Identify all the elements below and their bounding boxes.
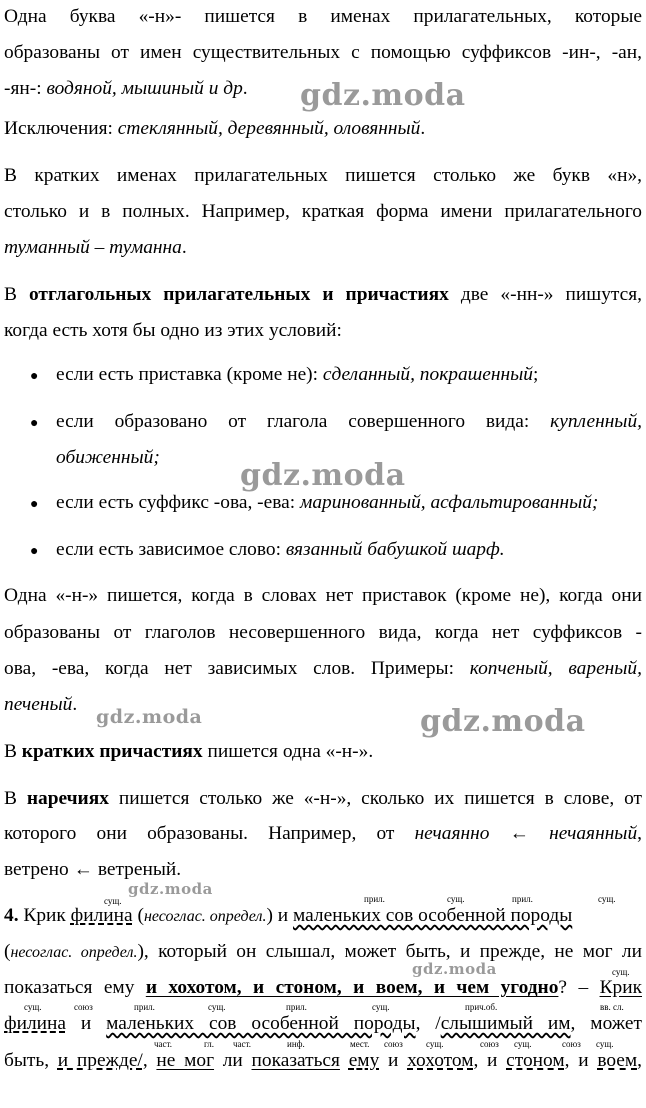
- pos-tag: сущ.: [426, 1039, 444, 1049]
- text-line: которого они образованы. Например, от нечаянно ← нечаянный,: [4, 823, 642, 844]
- bullet-icon: ●: [30, 497, 39, 512]
- pos-tag: вв. сл.: [600, 1002, 624, 1012]
- task-line: (несоглас. определ.), который он слышал, может быть, и прежде, не мог ли: [4, 941, 642, 962]
- text-line: образованы от глаголов несовершенного вида, когда нет суффиксов -: [4, 622, 642, 643]
- pos-tag: сущ.: [447, 894, 465, 904]
- pos-tag: гл.: [204, 1039, 214, 1049]
- watermark-logo: gdz.moda: [420, 704, 586, 739]
- pos-tag: прил.: [134, 1002, 155, 1012]
- text-line: ова, -ева, когда нет зависимых слов. Примеры: копченый, вареный,: [4, 658, 642, 679]
- watermark-logo: gdz.moda: [96, 706, 203, 728]
- task-line: 4. Крик филина (несоглас. определ.) и маленьких сов особенной породы: [4, 905, 573, 926]
- watermark-logo: gdz.moda: [240, 458, 406, 493]
- text-line: В кратких именах прилагательных пишется столько же букв «н»,: [4, 165, 642, 186]
- pos-tag: сущ.: [104, 896, 122, 906]
- task-line: показаться ему и хохотом, и стоном, и воем, и чем угодно? – Крик: [4, 977, 642, 998]
- pos-tag: сущ.: [24, 1002, 42, 1012]
- pos-tag: сущ.: [612, 967, 630, 977]
- text-line: когда есть хотя бы одно из этих условий:: [4, 320, 342, 341]
- pos-tag: прич.об.: [465, 1002, 498, 1012]
- pos-tag: сущ.: [208, 1002, 226, 1012]
- text-line: Одна буква «-н»- пишется в именах прилагательных, которые: [4, 6, 642, 27]
- bullet-icon: ●: [30, 369, 39, 384]
- pos-tag: сущ.: [598, 894, 616, 904]
- text-line: Одна «-н-» пишется, когда в словах нет приставок (кроме не), когда они: [4, 585, 642, 606]
- list-item: если образовано от глагола совершенного вида: купленный,: [56, 411, 642, 432]
- pos-tag: союз: [74, 1002, 93, 1012]
- text-line: -ян-: водяной, мышиный и др.: [4, 78, 248, 99]
- pos-tag: част.: [154, 1039, 173, 1049]
- watermark-logo: gdz.moda: [412, 960, 497, 978]
- task-line: быть, и прежде/, не мог ли показаться ему и хохотом, и стоном, и воем,: [4, 1050, 643, 1071]
- pos-tag: прил.: [512, 894, 533, 904]
- pos-tag: инф.: [287, 1039, 305, 1049]
- pos-tag: сущ.: [596, 1039, 614, 1049]
- text-line: туманный – туманна.: [4, 237, 187, 258]
- pos-tag: союз: [384, 1039, 403, 1049]
- list-item: если есть приставка (кроме не): сделанный, покрашенный;: [56, 364, 539, 385]
- pos-tag: сущ.: [372, 1002, 390, 1012]
- watermark-logo: gdz.moda: [128, 880, 213, 898]
- pos-tag: союз: [562, 1039, 581, 1049]
- pos-tag: прил.: [364, 894, 385, 904]
- pos-tag: союз: [480, 1039, 499, 1049]
- text-line: столько и в полных. Например, краткая форма имени прилагательного: [4, 201, 642, 222]
- text-line: ветрено ← ветреный.: [4, 859, 182, 880]
- text-line: печеный.: [4, 694, 78, 715]
- bullet-icon: ●: [30, 416, 39, 431]
- list-item-continuation: обиженный;: [56, 447, 160, 468]
- bullet-icon: ●: [30, 544, 39, 559]
- list-item: если есть суффикс -ова, -ева: маринованный, асфальтированный;: [56, 492, 599, 513]
- pos-tag: сущ.: [514, 1039, 532, 1049]
- text-line: Исключения: стеклянный, деревянный, оловянный.: [4, 118, 426, 139]
- task-line: филина и маленьких сов особенной породы, /слышимый им, может: [4, 1013, 642, 1034]
- text-line: В отглагольных прилагательных и причастиях две «-нн-» пишутся,: [4, 284, 642, 305]
- pos-tag: част.: [233, 1039, 252, 1049]
- pos-tag: мест.: [350, 1039, 370, 1049]
- text-line: В кратких причастиях пишется одна «-н-».: [4, 741, 374, 762]
- pos-tag: прил.: [286, 1002, 307, 1012]
- text-line: В наречиях пишется столько же «-н-», сколько их пишется в слове, от: [4, 788, 642, 809]
- text-line: образованы от имен существительных с помощью суффиксов -ин-, -ан,: [4, 42, 642, 63]
- list-item: если есть зависимое слово: вязанный бабушкой шарф.: [56, 539, 505, 560]
- watermark-logo: gdz.moda: [300, 78, 466, 113]
